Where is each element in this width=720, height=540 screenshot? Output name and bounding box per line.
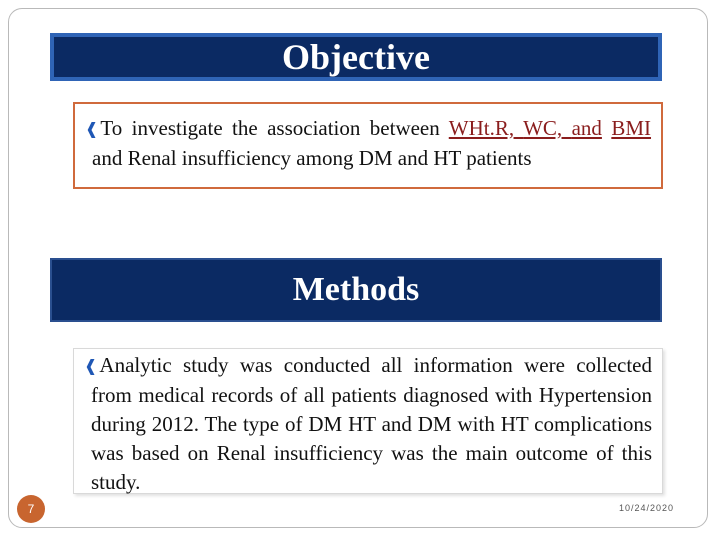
slide-number-badge — [17, 495, 45, 523]
slide-date: 10/24/2020 — [618, 503, 674, 513]
arrow-bullet-icon: ❰ — [84, 356, 98, 375]
arrow-bullet-icon: ❰ — [85, 119, 99, 138]
term-wc: WC, — [523, 116, 572, 140]
methods-title-box — [50, 258, 662, 322]
objective-text-rest: and Renal insufficiency among DM and HT patients — [92, 146, 532, 170]
methods-text-box — [73, 348, 663, 494]
objective-paragraph — [85, 114, 651, 173]
term-whtr: WHt.R, — [448, 116, 524, 140]
objective-text-intro: To investigate the association between — [100, 116, 449, 140]
term-and: and — [571, 116, 602, 140]
objective-title: Objective — [282, 37, 430, 77]
methods-text: Analytic study was conducted all information were collected from medical records of all patients diagnosed with Hypertension during 2012. The type of DM HT and DM with HT complications was based on Renal insufficiency was the main outcome of this study. — [91, 353, 652, 494]
term-bmi: BMI — [611, 116, 652, 140]
methods-title: Methods — [292, 271, 420, 308]
objective-title-box — [50, 33, 662, 81]
methods-paragraph — [84, 351, 652, 497]
slide-number: 7 — [27, 502, 35, 516]
objective-text-box — [73, 102, 663, 189]
